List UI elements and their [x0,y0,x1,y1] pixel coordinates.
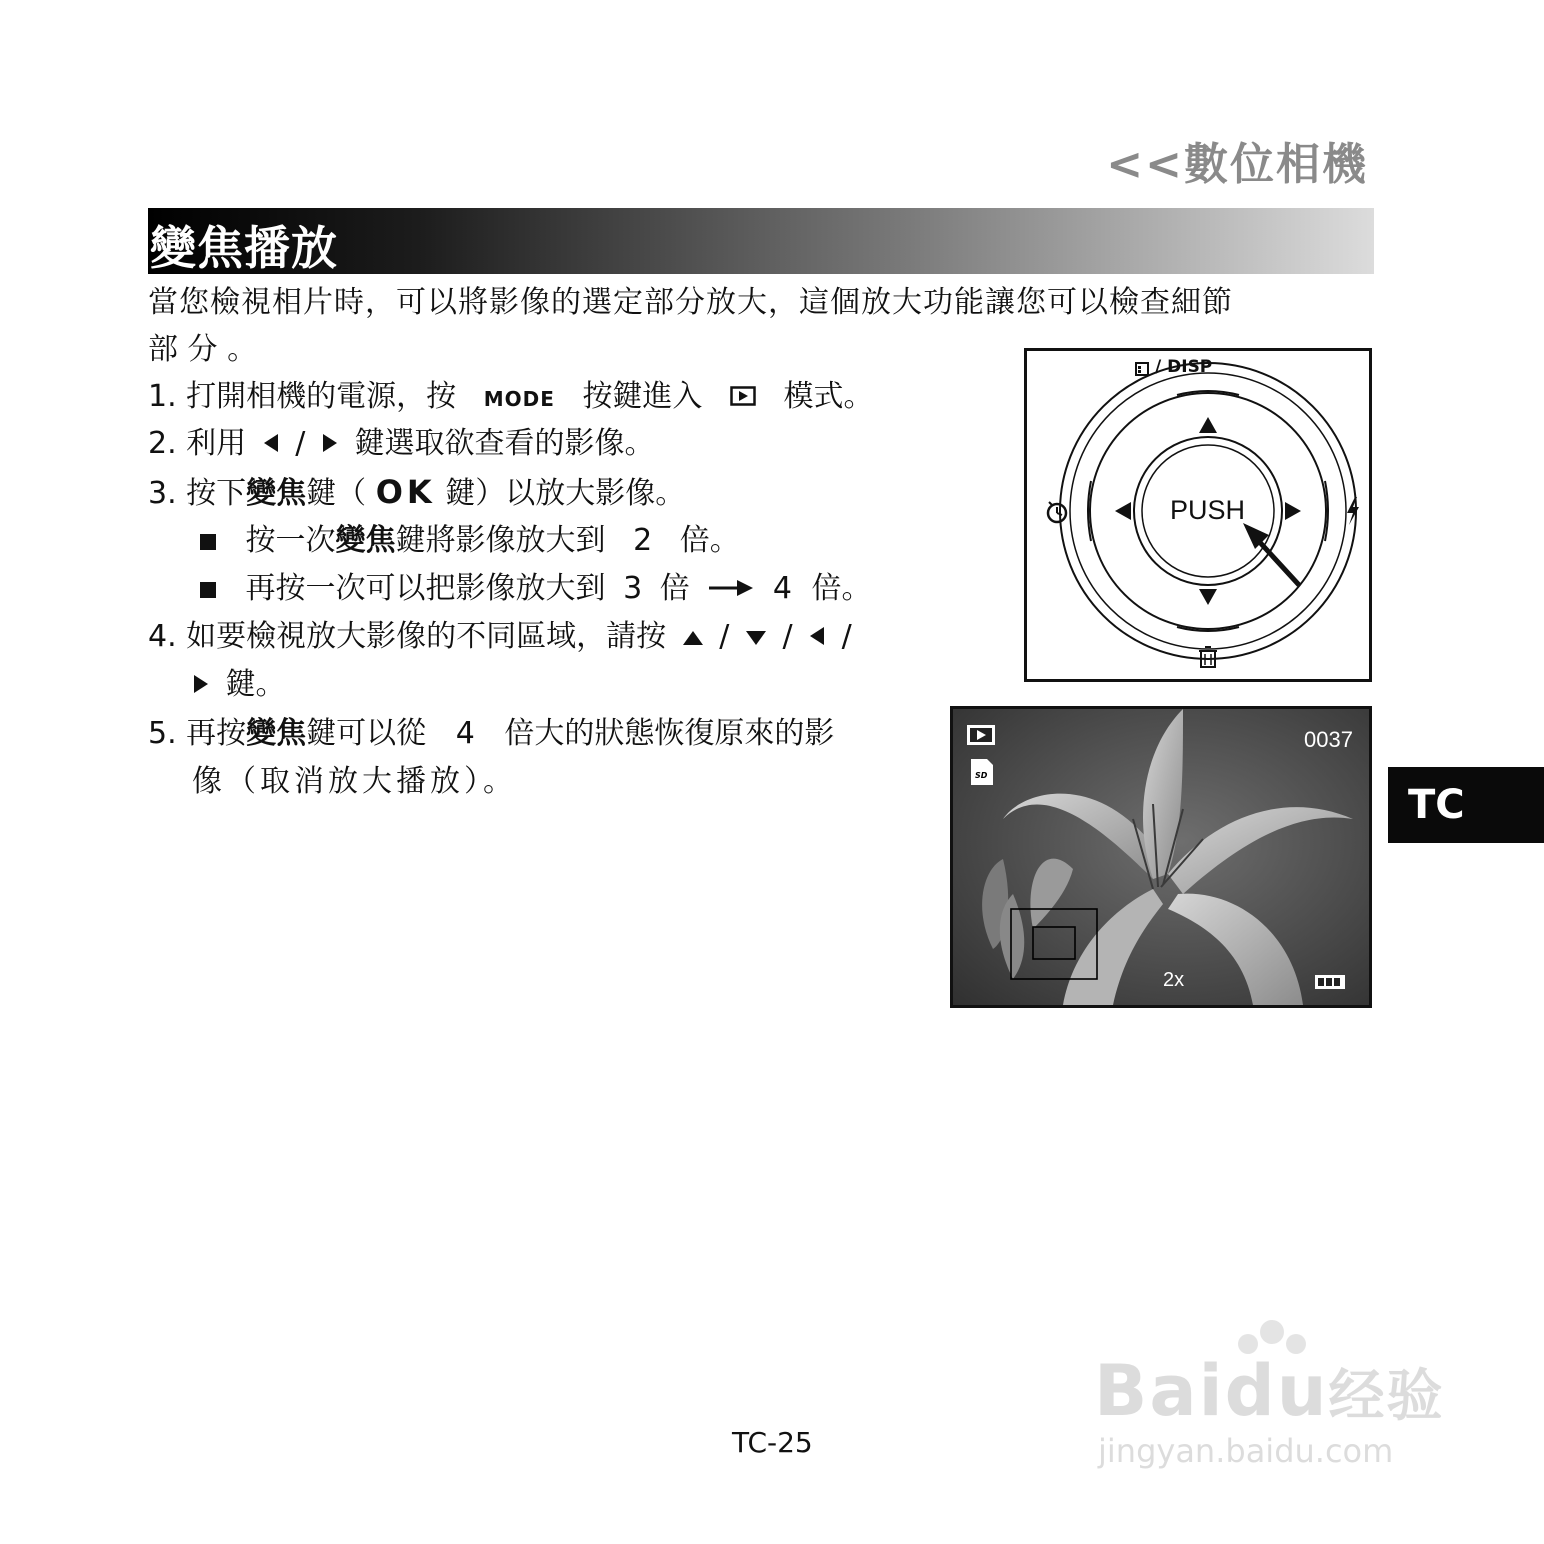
camera-screen [950,706,1372,1008]
baidu-watermark [1090,1310,1460,1480]
sd-card-icon [971,759,993,785]
step-3: 3. 按下變焦鍵（ OK 鍵）以放大影像。 [148,473,686,511]
battery-icon [1315,975,1345,989]
dpad-top-label: / DISP [1155,357,1213,377]
intro-line-2: 部 分 。 [148,332,258,367]
zoom-level: 2x [1163,969,1185,991]
step-4: 4. 如要檢視放大影像的不同區域，請按 / / / [148,617,852,657]
watermark-brand: Baidu [1094,1350,1329,1432]
bullet-2: 再按一次可以把影像放大到 3 倍 4 倍。 [194,569,871,609]
dpad-diagram [1024,348,1372,682]
lily-photo [953,709,1369,1005]
ok-key-label: OK [375,473,436,511]
dpad-up-icon [1199,417,1217,433]
page-title: 變焦播放 [150,221,338,275]
dpad-down-icon [1199,589,1217,605]
display-icon [1136,363,1148,375]
down-arrow-icon [745,617,767,657]
dpad-center-label: PUSH [1170,495,1246,525]
dpad-left-icon [1115,502,1131,520]
mode-key-label: MODE [483,387,555,411]
step-4-cont: 鍵。 [192,665,286,705]
section-header: <<數位相機 [1106,139,1368,190]
step-5-cont: 像（取消放大播放）。 [192,764,517,799]
up-arrow-icon [682,617,704,657]
intro-line-1: 當您檢視相片時，可以將影像的選定部分放大，這個放大功能讓您可以檢查細節 [148,285,1233,320]
svg-text:SD: SD [975,771,988,780]
step-5: 5. 再按變焦鍵可以從 4 倍大的狀態恢復原來的影 [148,716,835,751]
bullet-1: 按一次變焦鍵將影像放大到 2 倍。 [194,521,740,561]
long-right-arrow-icon [709,569,753,609]
self-timer-icon [1048,502,1066,522]
play-mode-icon [730,377,756,417]
image-counter: 0037 [1304,727,1353,752]
bullet-square-icon [200,521,216,561]
step-1: 1. 打開相機的電源，按 MODE 按鍵進入 模式。 [148,377,874,419]
bullet-square-icon [200,569,216,609]
step-2: 2. 利用 / 鍵選取欲查看的影像。 [148,424,654,464]
language-tab: TC [1388,767,1544,843]
left-arrow-icon [262,424,280,464]
play-mode-icon [967,725,995,745]
left-arrow-icon [808,617,826,657]
trash-icon [1199,647,1217,667]
right-arrow-icon [192,665,210,705]
right-arrow-icon [321,424,339,464]
watermark-url: jingyan.baidu.com [1098,1432,1394,1470]
dpad-right-icon [1285,502,1301,520]
page-number: TC-25 [732,1426,813,1459]
watermark-cn: 经验 [1328,1364,1445,1429]
flash-icon [1347,497,1359,525]
